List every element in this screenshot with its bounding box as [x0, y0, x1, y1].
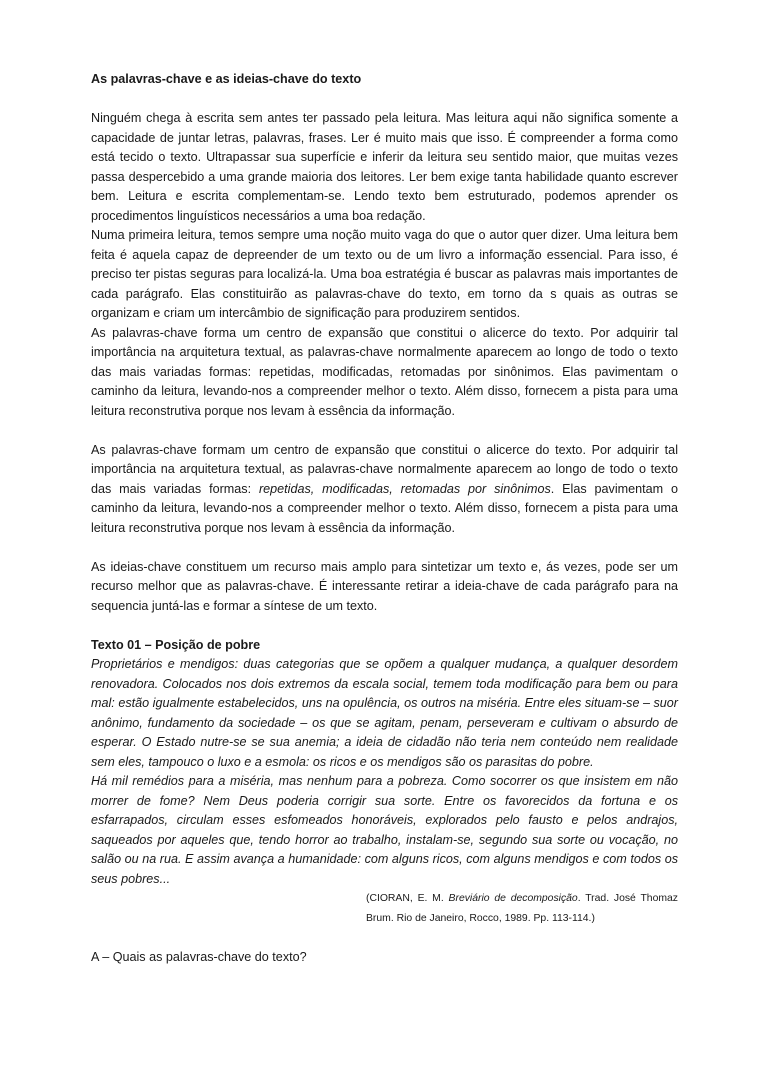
spacer [91, 538, 678, 558]
intro-paragraph-3: As palavras-chave forma um centro de expansão que constitui o alicerce do texto. Por adquirir tal importância na arquitetura textual, as palavras-chave normalmente aparecem ao longo de todo o texto das mais variadas formas: repetidas, modificadas, retomadas por sinônimos. Elas pavimentam o caminho da leitura, levando-nos a compreender melhor o texto. Além disso, fornecem a pista para uma leitura reconstrutiva porque nos levam à essência da informação. [91, 325, 678, 418]
intro-paragraph-2: Numa primeira leitura, temos sempre uma noção muito vaga do que o autor quer dizer. Uma leitura bem feita é aquela capaz de depreender de um texto ou de um livro a informação essencial. Para isso, é preciso ter pistas seguras para localizá-la. Uma boa estratégia é buscar as palavras mais importantes de cada parágrafo. Elas constituirão as palavras-chave do texto, em torno da s quais as outras se organizam e criam um intercâmbio de significação para produzirem sentidos. [91, 228, 678, 320]
keywords-text-italic: repetidas, modificadas, retomadas por sinônimos [258, 481, 551, 496]
spacer [91, 616, 678, 636]
document-title: As palavras-chave e as ideias-chave do texto [91, 72, 362, 86]
keywords-paragraph [91, 441, 678, 539]
citation-after: . Trad. José Thomaz Brum. Rio de Janeiro, Rocco, 1989. Pp. 113-114.) [366, 893, 678, 924]
citation-before: (CIORAN, E. M. [366, 893, 449, 904]
key-ideas-paragraph: As ideias-chave constituem um recurso mais amplo para sintetizar um texto e, ás vezes, pode ser um recurso melhor que as palavras-chave. É interessante retirar a ideia-chave de cada parágrafo para na sequencia juntá-las e formar a síntese de um texto. [91, 559, 678, 613]
texto01-heading: Texto 01 – Posição de pobre [91, 637, 261, 652]
spacer [91, 421, 678, 441]
question-a: A – Quais as palavras-chave do texto? [91, 949, 307, 964]
keywords-text-before: As palavras-chave formam um centro de expansão que constitui o alicerce do texto. Por adquirir tal importância na arquitetura textual, as palavras-chave normalmente aparecem ao longo de todo o texto das mais variadas formas: [91, 442, 678, 496]
texto01-paragraph-2: Há mil remédios para a miséria, mas nenhum para a pobreza. Como socorrer os que insistem em não morrer de fome? Nem Deus poderia corrigir sua sorte. Entre os favorecidos da fortuna e os esfarrapados, circulam esses esfomeados honoráveis, explorados pelo fausto e pelos andrajos, saqueados por aqueles que, tendo horror ao trabalho, instalam-se, segundo sua sorte ou vocação, no salão ou na rua. E assim avança a humanidade: com alguns ricos, com alguns mendigos e com todos os seus pobres... [91, 774, 678, 886]
document-page [91, 70, 678, 967]
intro-paragraph-1: Ninguém chega à escrita sem antes ter passado pela leitura. Mas leitura aqui não significa somente a capacidade de juntar letras, palavras, frases. Ler é muito mais que isso. É compreender a forma como está tecido o texto. Ultrapassar sua superfície e inferir da leitura seu sentido maior, que muitas vezes passa despercebido a uma grande maioria dos leitores. Ler bem exige tanta habilidade quanto escrever bem. Leitura e escrita complementam-se. Lendo texto bem estruturado, podemos aprender os procedimentos linguísticos necessários a uma boa redação. [91, 111, 678, 223]
citation-title: Breviário de decomposição [448, 893, 578, 904]
keywords-text-after: . Elas pavimentam o caminho da leitura, levando-nos a compreender melhor o texto. Além disso, fornecem a pista para uma leitura reconstrutiva porque nos levam à essência da informação. [91, 481, 678, 535]
citation [366, 889, 678, 928]
texto01-paragraph-1: Proprietários e mendigos: duas categorias que se opõem a qualquer mudança, a qualquer desordem renovadora. Colocados nos dois extremos da escala social, temem toda modificação para bem ou para mal: estão igualmente estabelecidos, uns na opulência, os outros na miséria. Entre eles situam-se – suor anônimo, fundamento da sociedade – os que se agitam, penam, perseveram e cultivam o absurdo de esperar. O Estado nutre-se se sua anemia; a ideia de cidadão não teria nem conteúdo nem realidade sem eles, tampouco o luxo e a esmola: os ricos e os mendigos são os parasitas do pobre. [91, 657, 678, 769]
